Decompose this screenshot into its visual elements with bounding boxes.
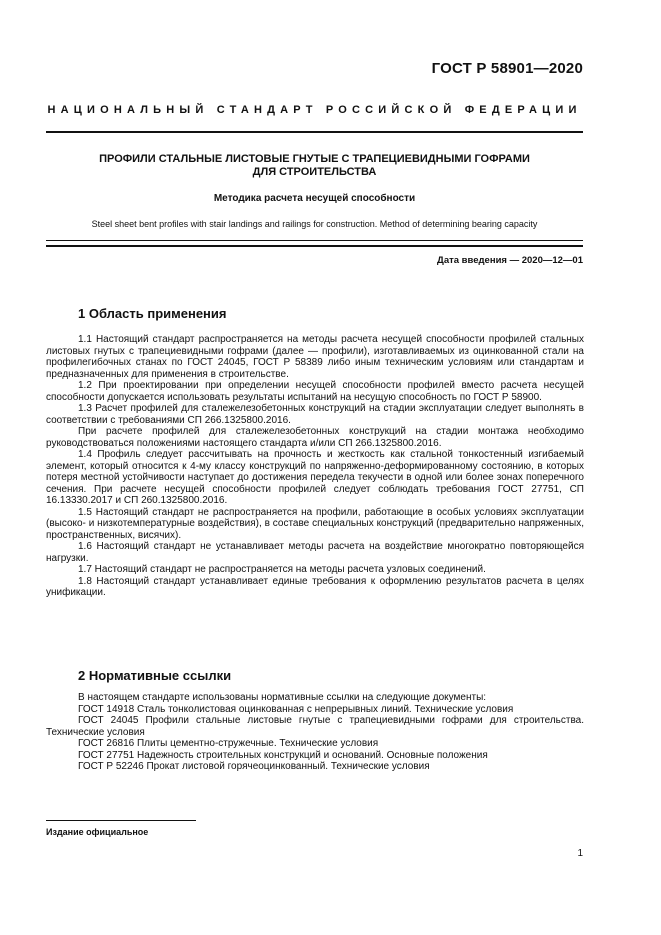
section-2-heading: 2 Нормативные ссылки: [78, 668, 232, 683]
paragraph: В настоящем стандарте использованы нормативные ссылки на следующие документы:: [78, 692, 487, 703]
paragraph: 1.5 Настоящий стандарт не распространяется на профили, работающие в особых условиях эксплуатации (высоко- и низкотемпературные воздействия), в составе специальных конструкций (предварительно напряженных, пространственных, висячих).: [46, 506, 584, 541]
title-rule-thin: [46, 240, 583, 241]
paragraph: 1.8 Настоящий стандарт устанавливает единые требования к оформлению результатов расчета в целях унификации.: [46, 575, 584, 598]
reference-item: ГОСТ 27751 Надежность строительных конструкций и оснований. Основные положения: [78, 749, 488, 761]
reference-item: ГОСТ Р 52246 Прокат листовой горячеоцинкованный. Технические условия: [78, 761, 430, 772]
english-title: Steel sheet bent profiles with stair landings and railings for construction. Method of determining bearing capacity: [91, 219, 538, 229]
page-number: 1: [577, 848, 583, 859]
document-title: [46, 153, 583, 179]
title-line-1: ПРОФИЛИ СТАЛЬНЫЕ ЛИСТОВЫЕ ГНУТЫЕ С ТРАПЕЦИЕВИДНЫМИ ГОФРАМИ: [99, 153, 530, 165]
gost-number: ГОСТ Р 58901—2020: [431, 60, 583, 77]
introduction-date: Дата введения — 2020—12—01: [437, 255, 583, 266]
paragraph: При расчете профилей для сталежелезобетонных конструкций на стадии монтажа необходимо руководствоваться положениями настоящего стандарта и/или СП 266.1325800.2016.: [46, 426, 584, 449]
document-subtitle: Методика расчета несущей способности: [213, 193, 416, 204]
paragraph: 1.1 Настоящий стандарт распространяется на методы расчета несущей способности профилей стальных листовых гнутых с трапециевидными гофрами (далее — профили), изготавливаемых из оцинкованной стали на профилегибочных станах по ГОСТ 24045, ГОСТ Р 58389 либо иным техническим условиям или стандартам и предназначенных для применения в строительстве.: [46, 334, 584, 380]
title-rule-thick: [46, 245, 583, 247]
title-line-2: ДЛЯ СТРОИТЕЛЬСТВА: [252, 166, 377, 178]
reference-item: ГОСТ 24045 Профили стальные листовые гнутые с трапециевидными гофрами для строительства. Технические условия: [46, 715, 584, 738]
edition-label: Издание официальное: [46, 827, 149, 837]
section-1-heading: 1 Область применения: [78, 306, 227, 321]
national-standard-banner: НАЦИОНАЛЬНЫЙ СТАНДАРТ РОССИЙСКОЙ ФЕДЕРАЦИИ: [47, 104, 582, 116]
reference-item: ГОСТ 26816 Плиты цементно-стружечные. Технические условия: [78, 738, 379, 749]
section-1-body: [46, 334, 584, 599]
section-2-body: [46, 692, 584, 773]
paragraph: 1.7 Настоящий стандарт не распространяется на методы расчета узловых соединений.: [78, 564, 486, 575]
footer-rule: [46, 820, 196, 821]
reference-item: ГОСТ 14918 Сталь тонколистовая оцинкованная с непрерывных линий. Технические условия: [78, 703, 514, 715]
header-rule: [46, 131, 583, 133]
paragraph: 1.6 Настоящий стандарт не устанавливает методы расчета на воздействие многократно повторяющейся нагрузки.: [46, 541, 584, 564]
paragraph: 1.3 Расчет профилей для сталежелезобетонных конструкций на стадии эксплуатации следует выполнять в соответствии с требованиями СП 266.1325800.2016.: [46, 403, 584, 426]
paragraph: 1.2 При проектировании при определении несущей способности профилей вместо расчета несущей способности допускается использовать результаты испытаний на несущую способность по ГОСТ Р 58900.: [46, 380, 584, 403]
paragraph: 1.4 Профиль следует рассчитывать на прочность и жесткость как стальной тонкостенный изгибаемый элемент, который относится к 4-му классу конструкций по напряженно-деформированному состоянию, в которых потеря местной устойчивости наступает до достижения передела текучести в одной или более зонах поперечного сечения. При расчете несущей способности профилей следует соблюдать требования ГОСТ 27751, СП 16.13330.2017 и СП 260.1325800.2016.: [46, 449, 584, 506]
